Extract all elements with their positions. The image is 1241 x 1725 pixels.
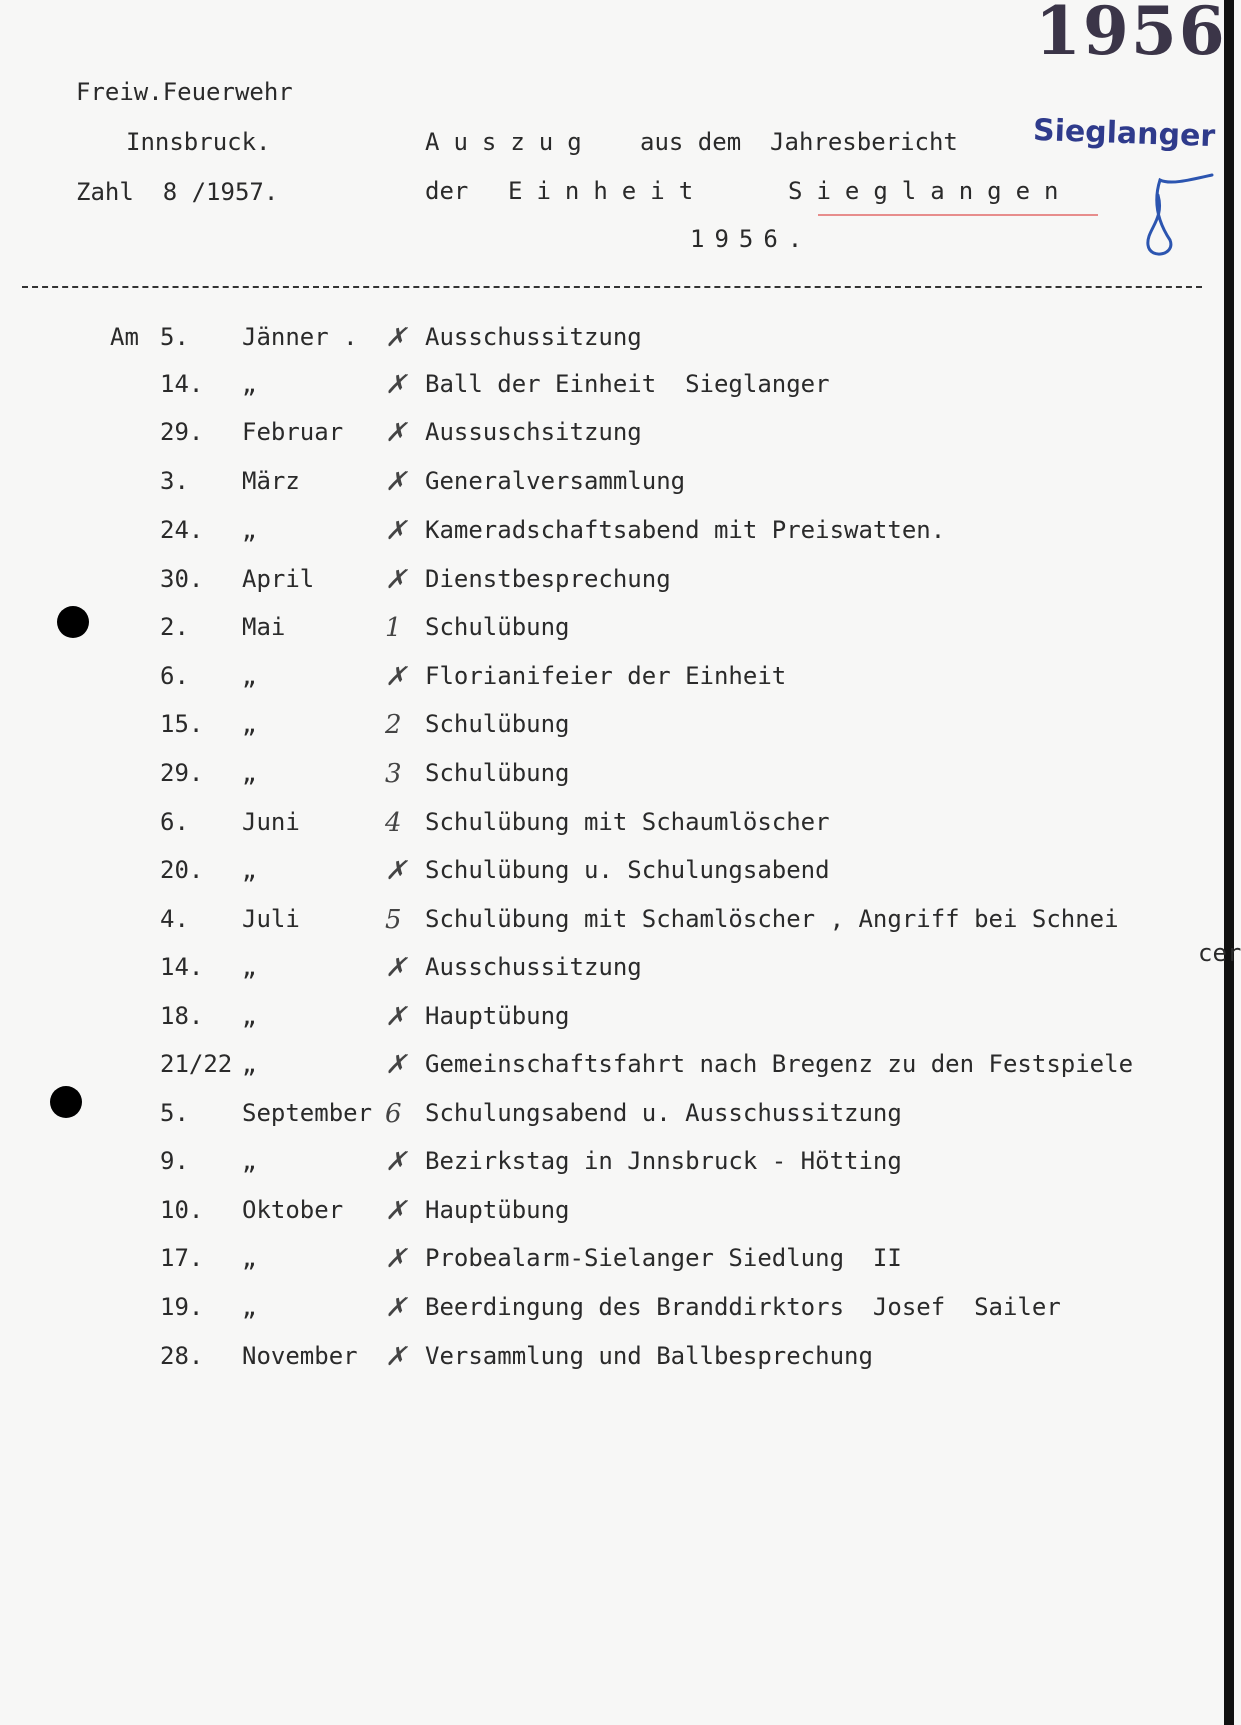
entry-month: „ <box>242 759 257 787</box>
red-underline <box>818 214 1098 216</box>
title-year: 1956. <box>690 225 813 253</box>
entry-month: „ <box>242 1293 257 1321</box>
entry-day: 9. <box>160 1147 189 1175</box>
entry-tick-mark: ✗ <box>385 418 407 448</box>
entry-event: Kameradschaftsabend mit Preiswatten. <box>425 516 946 544</box>
entry-day: 28. <box>160 1342 204 1370</box>
entry-day: 4. <box>160 905 189 933</box>
entry-month: „ <box>242 856 257 884</box>
entry-month: „ <box>242 710 257 738</box>
entry-tick-mark: ✗ <box>385 1342 407 1372</box>
entry-day: 19. <box>160 1293 204 1321</box>
entry-event: Florianifeier der Einheit <box>425 662 787 690</box>
entry-event: Schulübung <box>425 710 570 738</box>
entry-day: 6. <box>160 662 189 690</box>
entry-month: „ <box>242 516 257 544</box>
entry-event: Schulübung mit Schaumlöscher <box>425 808 830 836</box>
entry-tick-mark: 3 <box>385 759 402 789</box>
entry-day: 3. <box>160 467 189 495</box>
entry-event: Versammlung und Ballbesprechung <box>425 1342 873 1370</box>
entry-tick-mark: 1 <box>385 613 402 643</box>
entry-day: 21/22 <box>160 1050 233 1078</box>
overflow-note: cer <box>1198 939 1241 967</box>
entry-event: Ausschussitzung <box>425 323 642 351</box>
entry-month: „ <box>242 1050 257 1078</box>
entry-event: Schulungsabend u. Ausschussitzung <box>425 1099 902 1127</box>
entry-month: „ <box>242 1147 257 1175</box>
entry-prefix: Am <box>110 323 139 351</box>
title-unit-name: Sieglangen <box>788 177 1073 205</box>
entry-tick-mark: 5 <box>385 905 402 935</box>
entry-month: „ <box>242 953 257 981</box>
entry-day: 15. <box>160 710 204 738</box>
title-jahresbericht: aus dem Jahresbericht <box>640 128 958 156</box>
entry-tick-mark: ✗ <box>385 565 407 595</box>
entry-tick-mark: ✗ <box>385 953 407 983</box>
entry-tick-mark: ✗ <box>385 856 407 886</box>
punch-hole <box>57 606 89 638</box>
entry-month: „ <box>242 1244 257 1272</box>
entry-day: 5. <box>160 1099 189 1127</box>
file-number: Zahl 8 /1957. <box>76 178 279 206</box>
title-auszug: Auszug <box>425 128 596 156</box>
entry-tick-mark: ✗ <box>385 516 407 546</box>
entry-day: 14. <box>160 953 204 981</box>
entry-day: 29. <box>160 418 204 446</box>
entry-event: Generalversammlung <box>425 467 686 495</box>
entry-day: 10. <box>160 1196 204 1224</box>
entry-tick-mark: 4 <box>385 808 402 838</box>
entry-day: 24. <box>160 516 204 544</box>
entry-event: Aussuschsitzung <box>425 418 642 446</box>
entry-day: 18. <box>160 1002 204 1030</box>
entry-day: 14. <box>160 370 204 398</box>
entry-tick-mark: 6 <box>385 1099 402 1129</box>
entry-tick-mark: ✗ <box>385 1293 407 1323</box>
entry-tick-mark: ✗ <box>385 370 407 400</box>
entry-day: 30. <box>160 565 204 593</box>
entry-month: Mai <box>242 613 286 641</box>
entry-month: „ <box>242 370 257 398</box>
entry-day: 6. <box>160 808 189 836</box>
entry-month: April <box>242 565 315 593</box>
entry-day: 20. <box>160 856 204 884</box>
entry-tick-mark: ✗ <box>385 1147 407 1177</box>
entry-tick-mark: ✗ <box>385 662 407 692</box>
entry-event: Dienstbesprechung <box>425 565 671 593</box>
signature-mark <box>1110 165 1220 265</box>
entry-month: Juni <box>242 808 300 836</box>
separator-rule <box>22 286 1202 288</box>
title-der: der <box>425 177 469 205</box>
entry-month: Juli <box>242 905 300 933</box>
unit-stamp: Sieglanger <box>1032 112 1216 155</box>
entry-month: „ <box>242 662 257 690</box>
entry-event: Gemeinschaftsfahrt nach Bregenz zu den Festspiele <box>425 1050 1134 1078</box>
entry-event: Probealarm-Sielanger Siedlung II <box>425 1244 902 1272</box>
entry-tick-mark: ✗ <box>385 323 407 353</box>
entry-tick-mark: ✗ <box>385 467 407 497</box>
entry-event: Beerdingung des Branddirktors Josef Sailer <box>425 1293 1061 1321</box>
entry-event: Hauptübung <box>425 1196 570 1224</box>
entry-month: März <box>242 467 300 495</box>
entry-event: Bezirkstag in Jnnsbruck - Hötting <box>425 1147 902 1175</box>
entry-day: 5. <box>160 323 189 351</box>
scan-edge <box>1224 0 1234 1725</box>
entry-month: Oktober <box>242 1196 344 1224</box>
entry-day: 17. <box>160 1244 204 1272</box>
entry-event: Ball der Einheit Sieglanger <box>425 370 830 398</box>
entry-tick-mark: ✗ <box>385 1196 407 1226</box>
org-city: Innsbruck. <box>126 128 271 156</box>
entry-month: November <box>242 1342 358 1370</box>
entry-day: 29. <box>160 759 204 787</box>
punch-hole <box>50 1086 82 1118</box>
entry-tick-mark: 2 <box>385 710 402 740</box>
entry-event: Schulübung mit Schamlöscher , Angriff bei Schnei <box>425 905 1119 933</box>
org-name: Freiw.Feuerwehr <box>76 78 293 106</box>
title-einheit: Einheit <box>508 177 708 205</box>
entry-tick-mark: ✗ <box>385 1002 407 1032</box>
entry-month: Jänner . <box>242 323 358 351</box>
entry-month: September <box>242 1099 373 1127</box>
entry-tick-mark: ✗ <box>385 1244 407 1274</box>
year-stamp: 1956 <box>1035 0 1227 70</box>
entry-tick-mark: ✗ <box>385 1050 407 1080</box>
entry-event: Schulübung u. Schulungsabend <box>425 856 830 884</box>
entry-event: Schulübung <box>425 759 570 787</box>
entry-day: 2. <box>160 613 189 641</box>
entry-event: Hauptübung <box>425 1002 570 1030</box>
entry-month: „ <box>242 1002 257 1030</box>
entry-event: Schulübung <box>425 613 570 641</box>
entry-event: Ausschussitzung <box>425 953 642 981</box>
entry-month: Februar <box>242 418 344 446</box>
